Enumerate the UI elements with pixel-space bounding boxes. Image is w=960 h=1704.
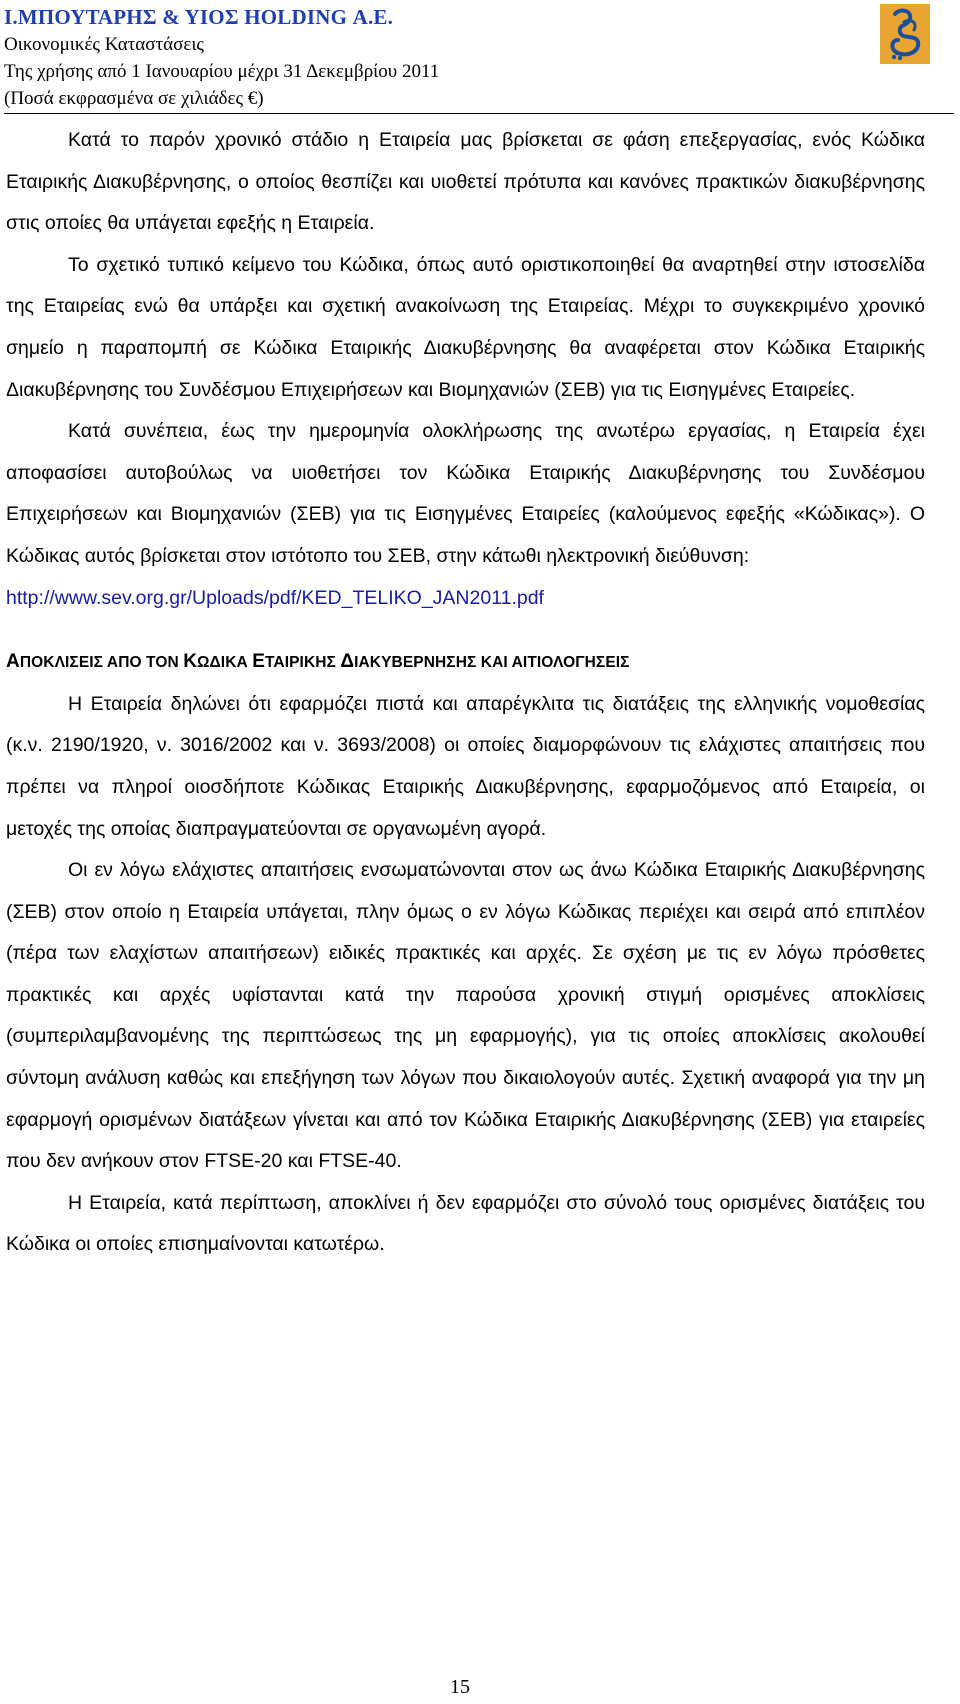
paragraph: Κατά το παρόν χρονικό στάδιο η Εταιρεία μας βρίσκεται σε φάση επεξεργασίας, ενός Κώδικα Εταιρικής Διακυβέρνησης, ο οποίος θεσπίζει και υιοθετεί πρότυπα και κανόνες πρακτικών διακυβέρνησης στις οποίες θα υπάγεται εφεξής η Εταιρεία. bbox=[6, 129, 925, 235]
link-paragraph bbox=[6, 578, 925, 620]
section-heading: ΑΠΟΚΛΙΣΕΙΣ ΑΠΟ ΤΟΝ ΚΩΔΙΚΑ ΕΤΑΙΡΙΚΗΣ ΔΙΑΚΥΒΕΡΝΗΣΗΣ ΚΑΙ ΑΙΤΙΟΛΟΓΗΣΕΙΣ bbox=[6, 651, 630, 673]
paragraph: Κατά συνέπεια, έως την ημερομηνία ολοκλήρωσης της ανωτέρω εργασίας, η Εταιρεία έχει αποφασίσει αυτοβούλως να υιοθετήσει τον Κώδικα Εταιρικής Διακυβέρνησης του Συνδέσμου Επιχειρήσεων και Βιομηχανιών (ΣΕΒ) για τις Εισηγμένες Εταιρείες (καλούμενος εφεξής «Κώδικας»). Ο Κώδικας αυτός βρίσκεται στον ιστότοπο του ΣΕΒ, στην κάτωθι ηλεκτρονική διεύθυνση: bbox=[6, 420, 925, 567]
company-name: Ι.ΜΠΟΥΤΑΡΗΣ & ΥΙΟΣ HOLDING Α.Ε. bbox=[4, 5, 394, 29]
document-body bbox=[6, 120, 925, 1266]
header-divider bbox=[4, 113, 954, 114]
header-title: Οικονομικές Καταστάσεις bbox=[4, 34, 204, 55]
page-number: 15 bbox=[450, 1676, 470, 1698]
header-currency-note: (Ποσά εκφρασμένα σε χιλιάδες €) bbox=[4, 88, 264, 109]
document-header bbox=[4, 4, 952, 112]
boutari-logo-icon bbox=[880, 4, 930, 64]
sev-code-link[interactable]: http://www.sev.org.gr/Uploads/pdf/KED_TELIKO_JAN2011.pdf bbox=[6, 586, 544, 609]
header-period: Της χρήσης από 1 Ιανουαρίου μέχρι 31 Δεκεμβρίου 2011 bbox=[4, 61, 440, 82]
paragraph: Οι εν λόγω ελάχιστες απαιτήσεις ενσωματώνονται στον ως άνω Κώδικα Εταιρικής Διακυβέρνησης (ΣΕΒ) στον οποίο η Εταιρεία υπάγεται, πλην όμως ο εν λόγω Κώδικας περιέχει και σειρά από επιπλέον (πέρα των ελαχίστων απαιτήσεων) ειδικές πρακτικές και αρχές. Σε σχέση με τις εν λόγω πρόσθετες πρακτικές και αρχές υφίστανται κατά την παρούσα χρονική στιγμή ορισμένες αποκλίσεις (συμπεριλαμβανομένης της περιπτώσεως της μη εφαρμογής), για τις οποίες αποκλίσεις ακολουθεί σύντομη ανάλυση καθώς και επεξήγηση των λόγων που δικαιολογούν αυτές. Σχετική αναφορά για την μη εφαρμογή ορισμένων διατάξεων γίνεται και από τον Κώδικα Εταιρικής Διακυβέρνησης (ΣΕΒ) για εταιρείες που δεν ανήκουν στον FTSE-20 και FTSE-40. bbox=[6, 859, 925, 1173]
paragraph: Το σχετικό τυπικό κείμενο του Κώδικα, όπως αυτό οριστικοποιηθεί θα αναρτηθεί στην ιστοσελίδα της Εταιρείας ενώ θα υπάρξει και σχετική ανακοίνωση της Εταιρείας. Μέχρι το συγκεκριμένο χρονικό σημείο η παραπομπή σε Κώδικα Εταιρικής Διακυβέρνησης θα αναφέρεται στον Κώδικα Εταιρικής Διακυβέρνησης του Συνδέσμου Επιχειρήσεων και Βιομηχανιών (ΣΕΒ) για τις Εισηγμένες Εταιρείες. bbox=[6, 253, 925, 401]
paragraph: Η Εταιρεία, κατά περίπτωση, αποκλίνει ή δεν εφαρμόζει στο σύνολό τους ορισμένες διατάξεις του Κώδικα οι οποίες επισημαίνονται κατωτέρω. bbox=[6, 1191, 925, 1256]
paragraph: Η Εταιρεία δηλώνει ότι εφαρμόζει πιστά και απαρέγκλιτα τις διατάξεις της ελληνικής νομοθεσίας (κ.ν. 2190/1920, ν. 3016/2002 και ν. 3693/2008) οι οποίες διαμορφώνουν τις ελάχιστες απαιτήσεις που πρέπει να πληροί οιοσδήποτε Κώδικας Εταιρικής Διακυβέρνησης, εφαρμοζόμενος από Εταιρεία, οι μετοχές της οποίας διαπραγματεύονται σε οργανωμένη αγορά. bbox=[6, 692, 925, 840]
